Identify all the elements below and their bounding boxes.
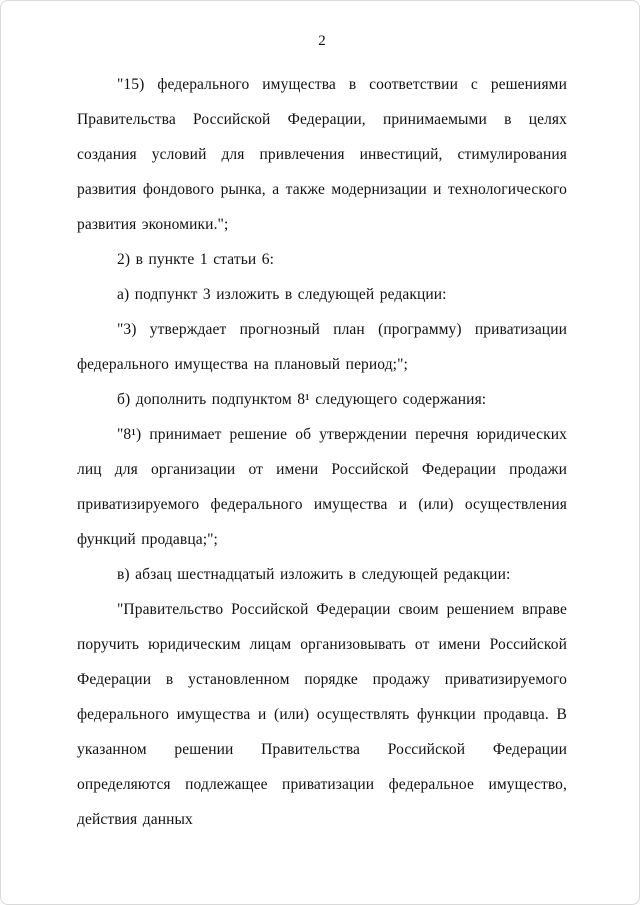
paragraph-quote-government: "Правительство Российской Федерации своим решением вправе поручить юридическим лицам организовывать от имени Российской Федерации в установленном порядке продажу приватизируемого федерального имущества и (или) осуществлять функции продавца. В указанном решении Правительства Российской Федерации определяются подлежащее приватизации федеральное имущество, действия данных	[77, 601, 567, 828]
paragraph-quote-3: "3) утверждает прогнозный план (программу) приватизации федерального имущества на плановый период;";	[77, 321, 567, 373]
paragraph-item-15: "15) федерального имущества в соответствии с решениями Правительства Российской Федерации, принимаемыми в целях создания условий для привлечения инвестиций, стимулирования развития фондового рынка, а также модернизации и технологического развития экономики.";	[77, 76, 567, 233]
document-body	[77, 67, 567, 837]
paragraph-quote-8-1: "8¹) принимает решение об утверждении перечня юридических лиц для организации от имени Российской Федерации продажи приватизируемого федерального имущества и (или) осуществления функций продавца;";	[77, 426, 567, 548]
page-number: 2	[318, 33, 326, 49]
paragraph-subpoint-v: в) абзац шестнадцатый изложить в следующей редакции:	[117, 566, 511, 583]
paragraph-subpoint-b: б) дополнить подпунктом 8¹ следующего содержания:	[117, 391, 487, 408]
paragraph-subpoint-a: а) подпункт 3 изложить в следующей редакции:	[117, 286, 447, 303]
paragraph-point-2: 2) в пункте 1 статьи 6:	[117, 251, 274, 268]
